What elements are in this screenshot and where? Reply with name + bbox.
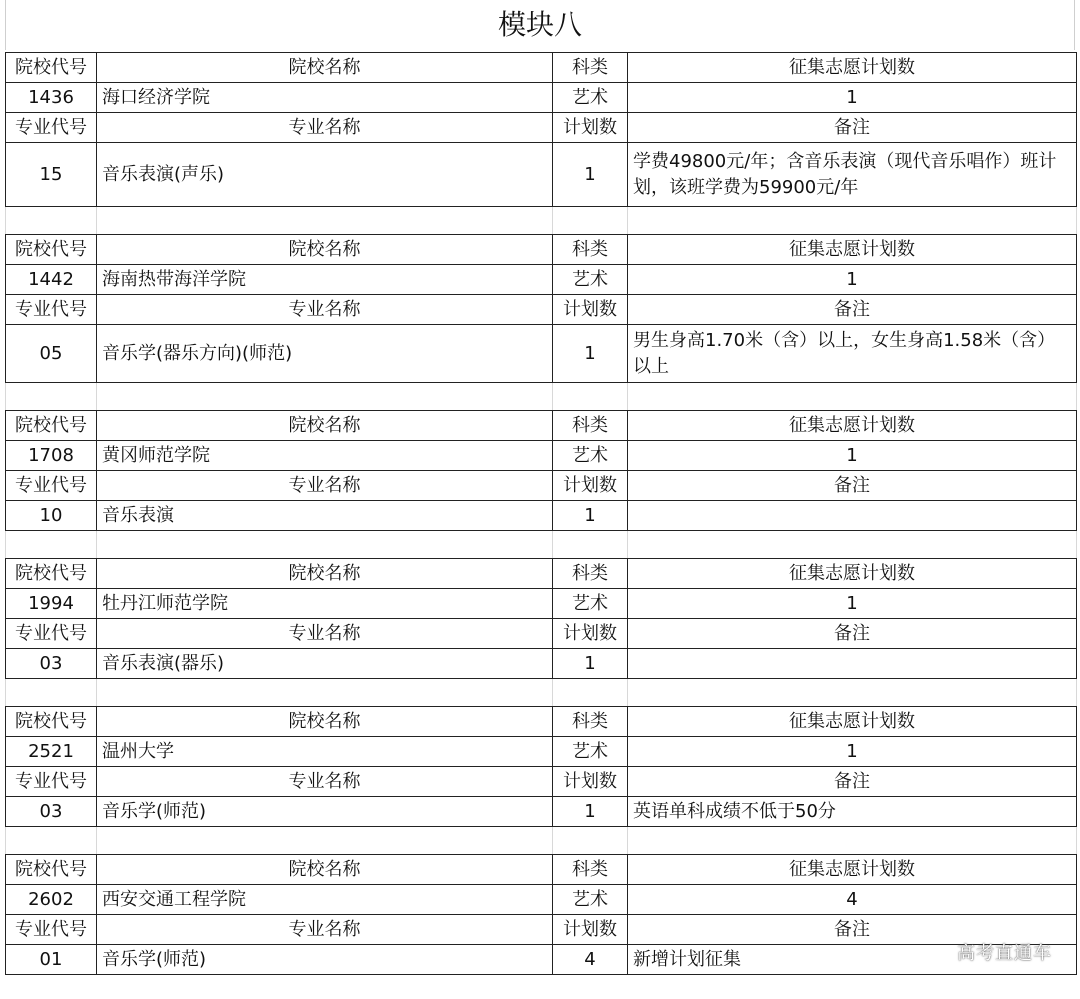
major-remark: 英语单科成绩不低于50分 — [628, 797, 1077, 827]
major-plan: 1 — [553, 501, 628, 531]
spacer-row — [6, 531, 1077, 559]
school-plan-count: 1 — [628, 83, 1077, 113]
major-plan: 4 — [553, 945, 628, 975]
header-major-name: 专业名称 — [97, 295, 553, 325]
major-header-row — [6, 915, 1077, 945]
school-plan-count: 1 — [628, 441, 1077, 471]
school-header-row — [6, 707, 1077, 737]
header-category: 科类 — [553, 235, 628, 265]
major-header-row — [6, 619, 1077, 649]
header-plan-count: 征集志愿计划数 — [628, 411, 1077, 441]
school-category: 艺术 — [553, 83, 628, 113]
spacer-cell — [628, 679, 1077, 707]
school-header-row — [6, 235, 1077, 265]
spacer-cell — [97, 383, 553, 411]
major-row — [6, 797, 1077, 827]
header-major-plan: 计划数 — [553, 113, 628, 143]
spacer-cell — [97, 827, 553, 855]
school-plan-count: 4 — [628, 885, 1077, 915]
major-name: 音乐表演(器乐) — [97, 649, 553, 679]
spacer-cell — [628, 383, 1077, 411]
header-school-code: 院校代号 — [6, 707, 97, 737]
header-major-code: 专业代号 — [6, 471, 97, 501]
major-remark: 男生身高1.70米（含）以上，女生身高1.58米（含）以上 — [628, 325, 1077, 383]
header-plan-count: 征集志愿计划数 — [628, 235, 1077, 265]
header-major-code: 专业代号 — [6, 767, 97, 797]
spacer-cell — [553, 207, 628, 235]
major-code: 03 — [6, 649, 97, 679]
header-school-code: 院校代号 — [6, 53, 97, 83]
major-code: 10 — [6, 501, 97, 531]
school-row — [6, 441, 1077, 471]
major-remark: 新增计划征集 — [628, 945, 1077, 975]
enrollment-table — [5, 52, 1077, 975]
school-name: 温州大学 — [97, 737, 553, 767]
major-header-row — [6, 295, 1077, 325]
school-name: 海南热带海洋学院 — [97, 265, 553, 295]
major-row — [6, 945, 1077, 975]
major-remark — [628, 649, 1077, 679]
major-remark — [628, 501, 1077, 531]
watermark: 高考直通车 — [957, 943, 1052, 964]
school-category: 艺术 — [553, 737, 628, 767]
major-name: 音乐学(师范) — [97, 945, 553, 975]
header-major-name: 专业名称 — [97, 767, 553, 797]
header-school-name: 院校名称 — [97, 411, 553, 441]
major-remark: 学费49800元/年；含音乐表演（现代音乐唱作）班计划，该班学费为59900元/年 — [628, 143, 1077, 207]
school-name: 西安交通工程学院 — [97, 885, 553, 915]
header-school-name: 院校名称 — [97, 707, 553, 737]
spacer-cell — [6, 827, 97, 855]
spacer-cell — [6, 679, 97, 707]
school-name: 黄冈师范学院 — [97, 441, 553, 471]
header-major-code: 专业代号 — [6, 619, 97, 649]
header-major-name: 专业名称 — [97, 471, 553, 501]
header-plan-count: 征集志愿计划数 — [628, 53, 1077, 83]
header-major-name: 专业名称 — [97, 915, 553, 945]
school-code: 2521 — [6, 737, 97, 767]
school-code: 2602 — [6, 885, 97, 915]
school-category: 艺术 — [553, 441, 628, 471]
header-plan-count: 征集志愿计划数 — [628, 707, 1077, 737]
header-remark: 备注 — [628, 295, 1077, 325]
header-major-plan: 计划数 — [553, 619, 628, 649]
major-name: 音乐学(器乐方向)(师范) — [97, 325, 553, 383]
spacer-cell — [628, 827, 1077, 855]
school-code: 1442 — [6, 265, 97, 295]
header-category: 科类 — [553, 855, 628, 885]
major-row — [6, 501, 1077, 531]
header-category: 科类 — [553, 411, 628, 441]
header-school-code: 院校代号 — [6, 235, 97, 265]
spacer-row — [6, 207, 1077, 235]
header-school-name: 院校名称 — [97, 559, 553, 589]
header-major-plan: 计划数 — [553, 767, 628, 797]
major-plan: 1 — [553, 143, 628, 207]
spacer-row — [6, 383, 1077, 411]
major-name: 音乐学(师范) — [97, 797, 553, 827]
school-row — [6, 737, 1077, 767]
major-name: 音乐表演(声乐) — [97, 143, 553, 207]
major-plan: 1 — [553, 325, 628, 383]
major-name: 音乐表演 — [97, 501, 553, 531]
header-major-code: 专业代号 — [6, 915, 97, 945]
header-remark: 备注 — [628, 471, 1077, 501]
school-row — [6, 589, 1077, 619]
school-code: 1436 — [6, 83, 97, 113]
spacer-cell — [628, 207, 1077, 235]
spacer-cell — [553, 679, 628, 707]
spacer-cell — [6, 383, 97, 411]
header-category: 科类 — [553, 559, 628, 589]
header-major-name: 专业名称 — [97, 619, 553, 649]
major-row — [6, 649, 1077, 679]
school-category: 艺术 — [553, 589, 628, 619]
header-school-code: 院校代号 — [6, 559, 97, 589]
header-major-code: 专业代号 — [6, 113, 97, 143]
spacer-cell — [97, 679, 553, 707]
major-code: 03 — [6, 797, 97, 827]
header-major-plan: 计划数 — [553, 915, 628, 945]
major-header-row — [6, 767, 1077, 797]
major-code: 15 — [6, 143, 97, 207]
page-title: 模块八 — [5, 0, 1075, 50]
school-name: 牡丹江师范学院 — [97, 589, 553, 619]
school-name: 海口经济学院 — [97, 83, 553, 113]
school-category: 艺术 — [553, 885, 628, 915]
major-code: 01 — [6, 945, 97, 975]
spacer-cell — [97, 531, 553, 559]
spacer-row — [6, 827, 1077, 855]
school-row — [6, 83, 1077, 113]
spacer-row — [6, 679, 1077, 707]
header-school-code: 院校代号 — [6, 411, 97, 441]
school-code: 1708 — [6, 441, 97, 471]
school-plan-count: 1 — [628, 589, 1077, 619]
header-category: 科类 — [553, 53, 628, 83]
major-code: 05 — [6, 325, 97, 383]
spacer-cell — [628, 531, 1077, 559]
major-plan: 1 — [553, 797, 628, 827]
spacer-cell — [553, 383, 628, 411]
header-remark: 备注 — [628, 915, 1077, 945]
school-row — [6, 885, 1077, 915]
school-row — [6, 265, 1077, 295]
school-header-row — [6, 53, 1077, 83]
header-school-name: 院校名称 — [97, 53, 553, 83]
header-major-plan: 计划数 — [553, 471, 628, 501]
school-header-row — [6, 559, 1077, 589]
header-remark: 备注 — [628, 113, 1077, 143]
header-school-name: 院校名称 — [97, 855, 553, 885]
major-plan: 1 — [553, 649, 628, 679]
header-plan-count: 征集志愿计划数 — [628, 559, 1077, 589]
school-code: 1994 — [6, 589, 97, 619]
major-header-row — [6, 471, 1077, 501]
school-category: 艺术 — [553, 265, 628, 295]
spacer-cell — [6, 207, 97, 235]
header-major-name: 专业名称 — [97, 113, 553, 143]
major-row — [6, 143, 1077, 207]
spacer-cell — [553, 827, 628, 855]
header-plan-count: 征集志愿计划数 — [628, 855, 1077, 885]
school-header-row — [6, 855, 1077, 885]
header-school-name: 院校名称 — [97, 235, 553, 265]
header-category: 科类 — [553, 707, 628, 737]
school-header-row — [6, 411, 1077, 441]
header-school-code: 院校代号 — [6, 855, 97, 885]
school-plan-count: 1 — [628, 265, 1077, 295]
spacer-cell — [6, 531, 97, 559]
header-remark: 备注 — [628, 767, 1077, 797]
header-major-code: 专业代号 — [6, 295, 97, 325]
major-header-row — [6, 113, 1077, 143]
spacer-cell — [553, 531, 628, 559]
header-major-plan: 计划数 — [553, 295, 628, 325]
major-row — [6, 325, 1077, 383]
school-plan-count: 1 — [628, 737, 1077, 767]
header-remark: 备注 — [628, 619, 1077, 649]
spacer-cell — [97, 207, 553, 235]
